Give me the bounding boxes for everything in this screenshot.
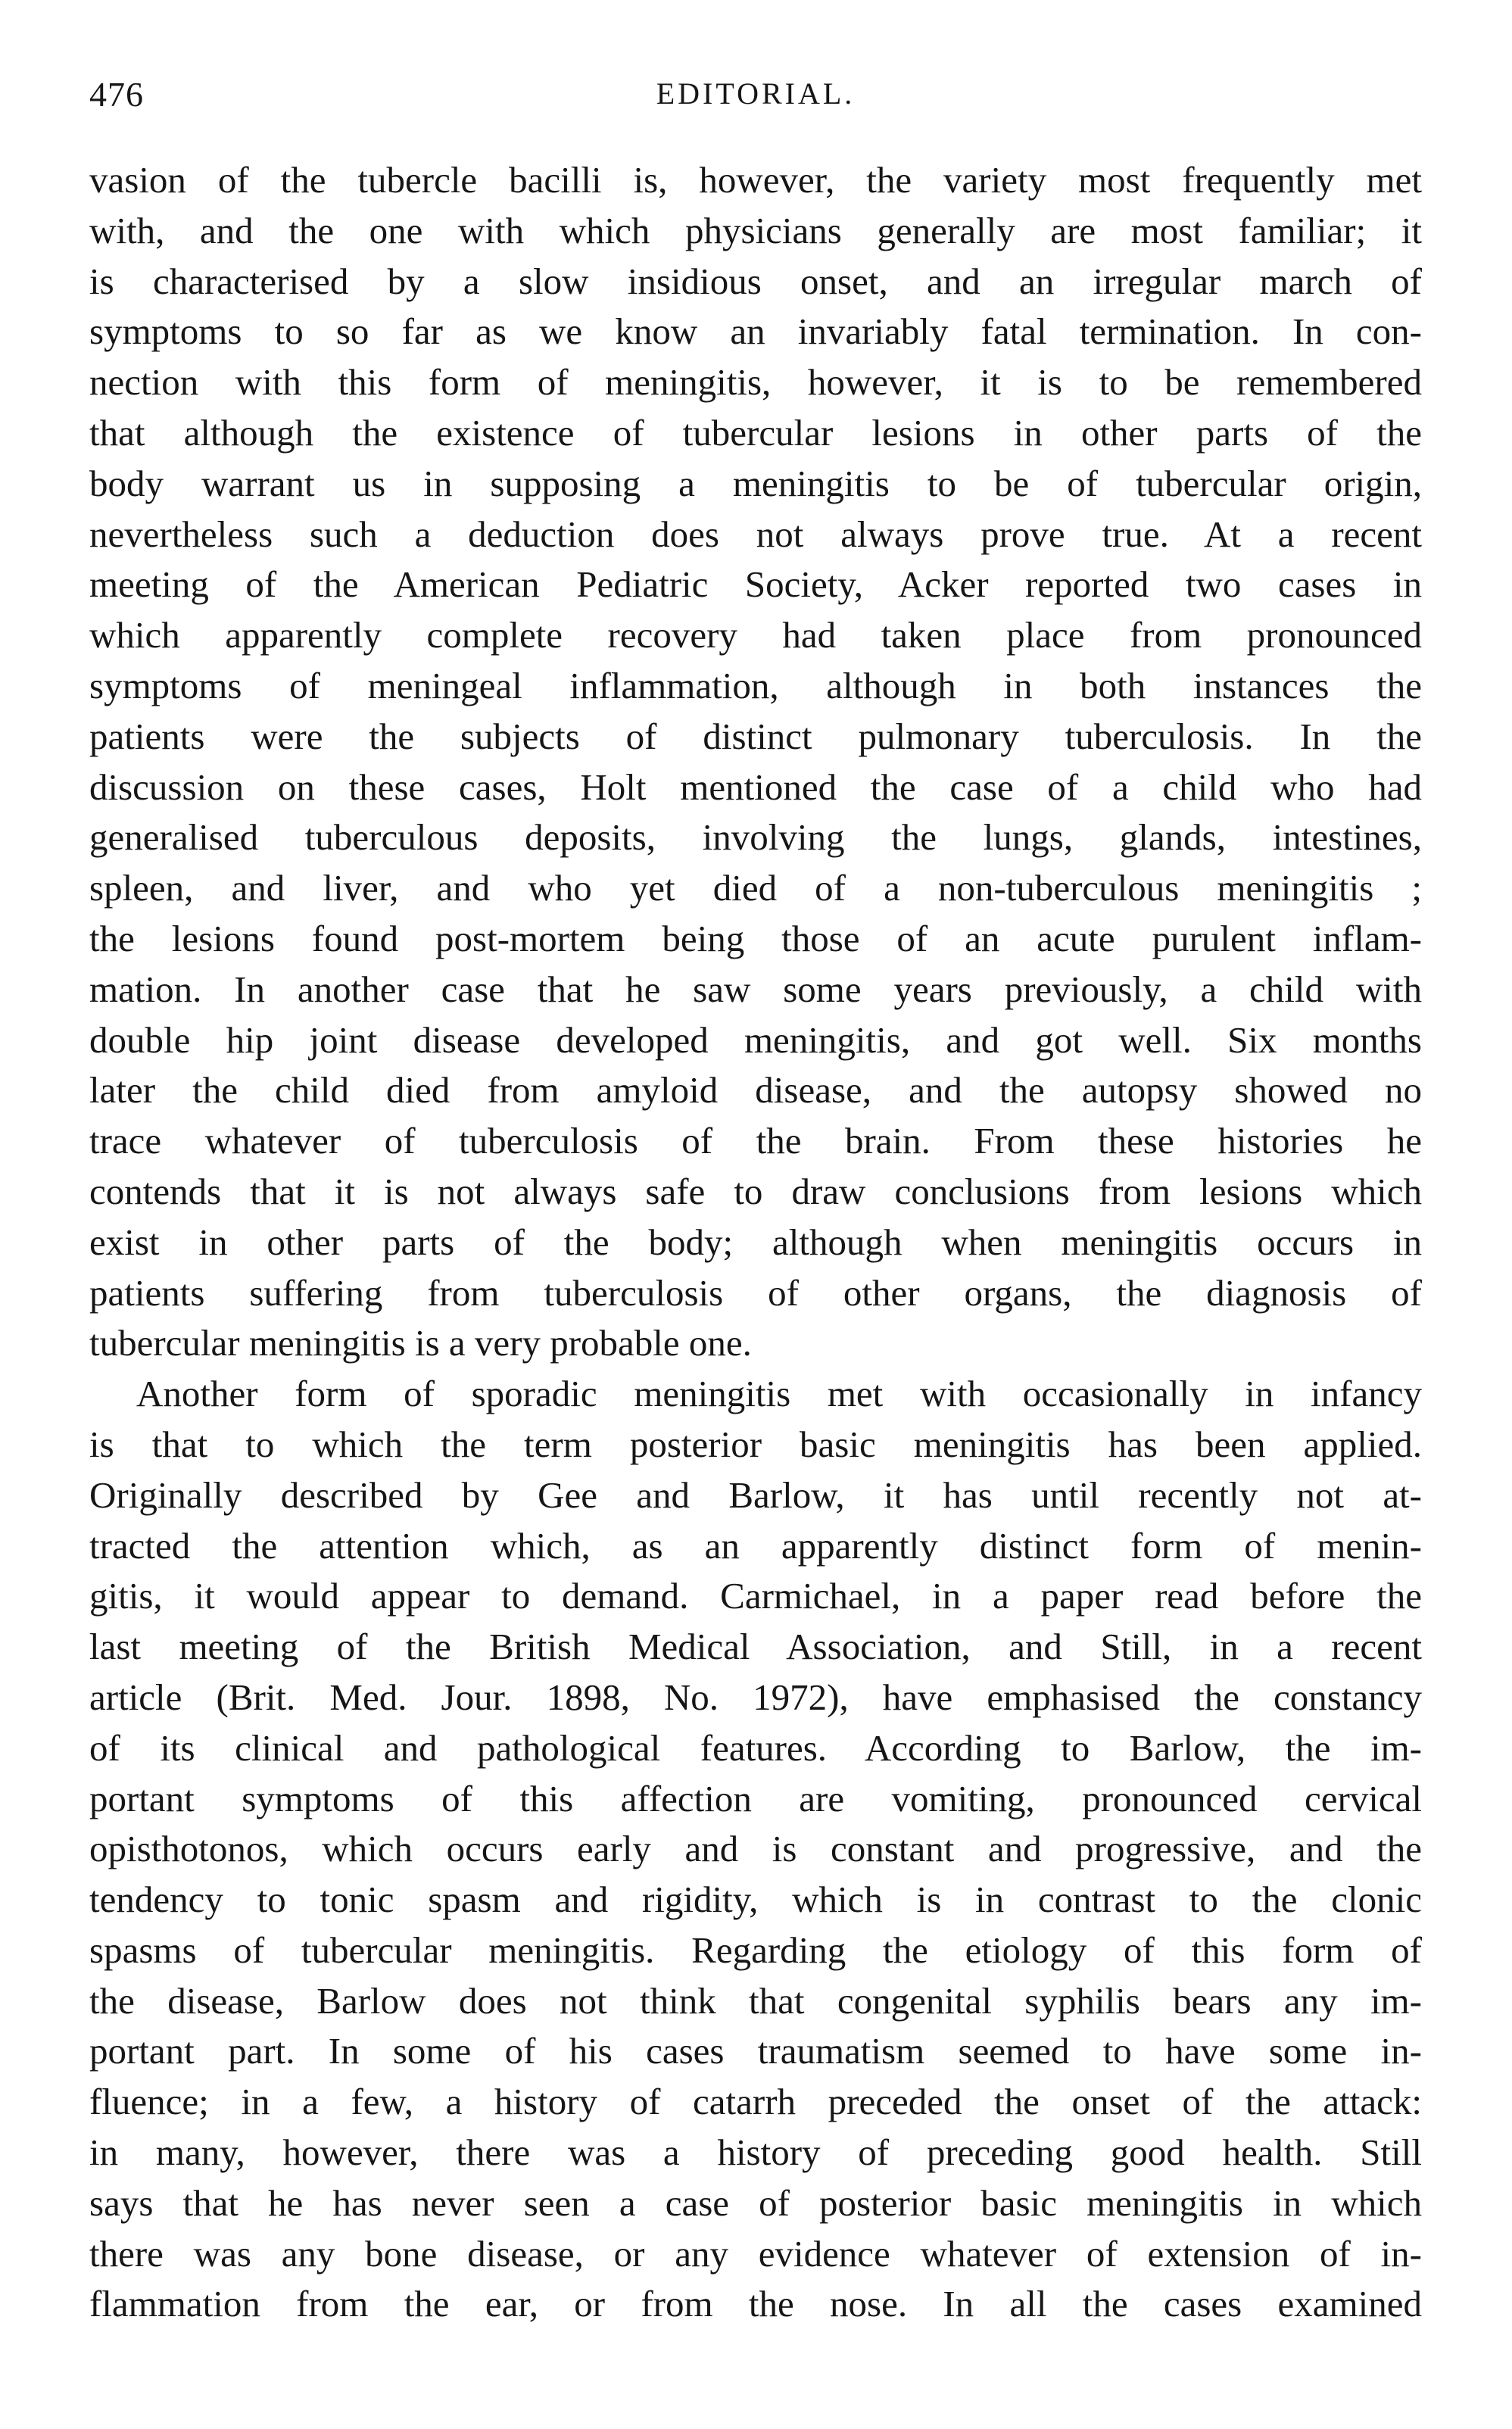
text-line: nevertheless such a deduction does not always prove true. At a recent [89, 513, 1422, 555]
text-line: Originally described by Gee and Barlow, it has until recently not at- [89, 1473, 1422, 1516]
text-line: patients were the subjects of distinct pulmonary tuberculosis. In the [89, 715, 1422, 757]
text-line: that although the existence of tubercular lesions in other parts of the [89, 411, 1422, 454]
text-line: generalised tuberculous deposits, involving the lungs, glands, intestines, [89, 816, 1422, 859]
text-line: contends that it is not always safe to draw conclusions from lesions which [89, 1170, 1422, 1212]
text-line: vasion of the tubercle bacilli is, however, the variety most frequently met [89, 159, 1422, 201]
text-line: symptoms to so far as we know an invariably fatal termination. In con- [89, 310, 1422, 353]
text-line: is that to which the term posterior basic meningitis has been applied. [89, 1423, 1422, 1465]
text-line: double hip joint disease developed meningitis, and got well. Six months [89, 1018, 1422, 1061]
page-number: 476 [89, 75, 144, 114]
body-text [89, 155, 1422, 2330]
text-line: spasms of tubercular meningitis. Regarding the etiology of this form of [89, 1929, 1422, 1971]
text-line: mation. In another case that he saw some years previously, a child with [89, 968, 1422, 1010]
text-line: with, and the one with which physicians generally are most familiar; it [89, 209, 1422, 251]
text-line: spleen, and liver, and who yet died of a non-tuberculous meningitis ; [89, 867, 1422, 909]
text-line: says that he has never seen a case of posterior basic meningitis in which [89, 2181, 1422, 2224]
text-line: body warrant us in supposing a meningitis to be of tubercular origin, [89, 462, 1422, 504]
text-line: trace whatever of tuberculosis of the brain. From these histories he [89, 1120, 1422, 1162]
text-line: flammation from the ear, or from the nose. In all the cases examined [89, 2283, 1422, 2325]
text-line: is characterised by a slow insidious onset, and an irregular march of [89, 260, 1422, 302]
text-line: in many, however, there was a history of preceding good health. Still [89, 2131, 1422, 2174]
text-line: gitis, it would appear to demand. Carmichael, in a paper read before the [89, 1575, 1422, 1617]
text-line: later the child died from amyloid disease, and the autopsy showed no [89, 1069, 1422, 1112]
text-line: opisthotonos, which occurs early and is constant and progressive, and the [89, 1828, 1422, 1870]
text-line: symptoms of meningeal inflammation, although in both instances the [89, 664, 1422, 706]
text-line: which apparently complete recovery had taken place from pronounced [89, 614, 1422, 656]
text-line: of its clinical and pathological features. According to Barlow, the im- [89, 1726, 1422, 1769]
text-line: meeting of the American Pediatric Society, Acker reported two cases in [89, 563, 1422, 606]
header-title: EDITORIAL. [656, 76, 856, 111]
paragraph-start-line: Another form of sporadic meningitis met with occasionally in infancy [136, 1373, 1422, 1415]
text-line: portant part. In some of his cases traumatism seemed to have some in- [89, 2030, 1422, 2072]
text-line: exist in other parts of the body; although when meningitis occurs in [89, 1221, 1422, 1263]
text-line: nection with this form of meningitis, however, it is to be remembered [89, 361, 1422, 404]
text-line: tendency to tonic spasm and rigidity, which is in contrast to the clonic [89, 1879, 1422, 1921]
text-line: discussion on these cases, Holt mentioned the case of a child who had [89, 765, 1422, 808]
citation-line: article (Brit. Med. Jour. 1898, No. 1972), have emphasised the constancy [89, 1676, 1422, 1718]
paragraph-end-line: tubercular meningitis is a very probable one. [89, 1322, 752, 1364]
text-line: there was any bone disease, or any evidence whatever of extension of in- [89, 2232, 1422, 2275]
text-line: the disease, Barlow does not think that congenital syphilis bears any im- [89, 1979, 1422, 2022]
text-line: portant symptoms of this affection are vomiting, pronounced cervical [89, 1777, 1422, 1819]
text-line: last meeting of the British Medical Association, and Still, in a recent [89, 1626, 1422, 1668]
text-line: the lesions found post-mortem being those of an acute purulent inflam- [89, 917, 1422, 959]
text-line: tracted the attention which, as an apparently distinct form of menin- [89, 1524, 1422, 1567]
text-line: patients suffering from tuberculosis of other organs, the diagnosis of [89, 1271, 1422, 1314]
running-head [89, 74, 1422, 120]
text-line: fluence; in a few, a history of catarrh preceded the onset of the attack: [89, 2081, 1422, 2123]
